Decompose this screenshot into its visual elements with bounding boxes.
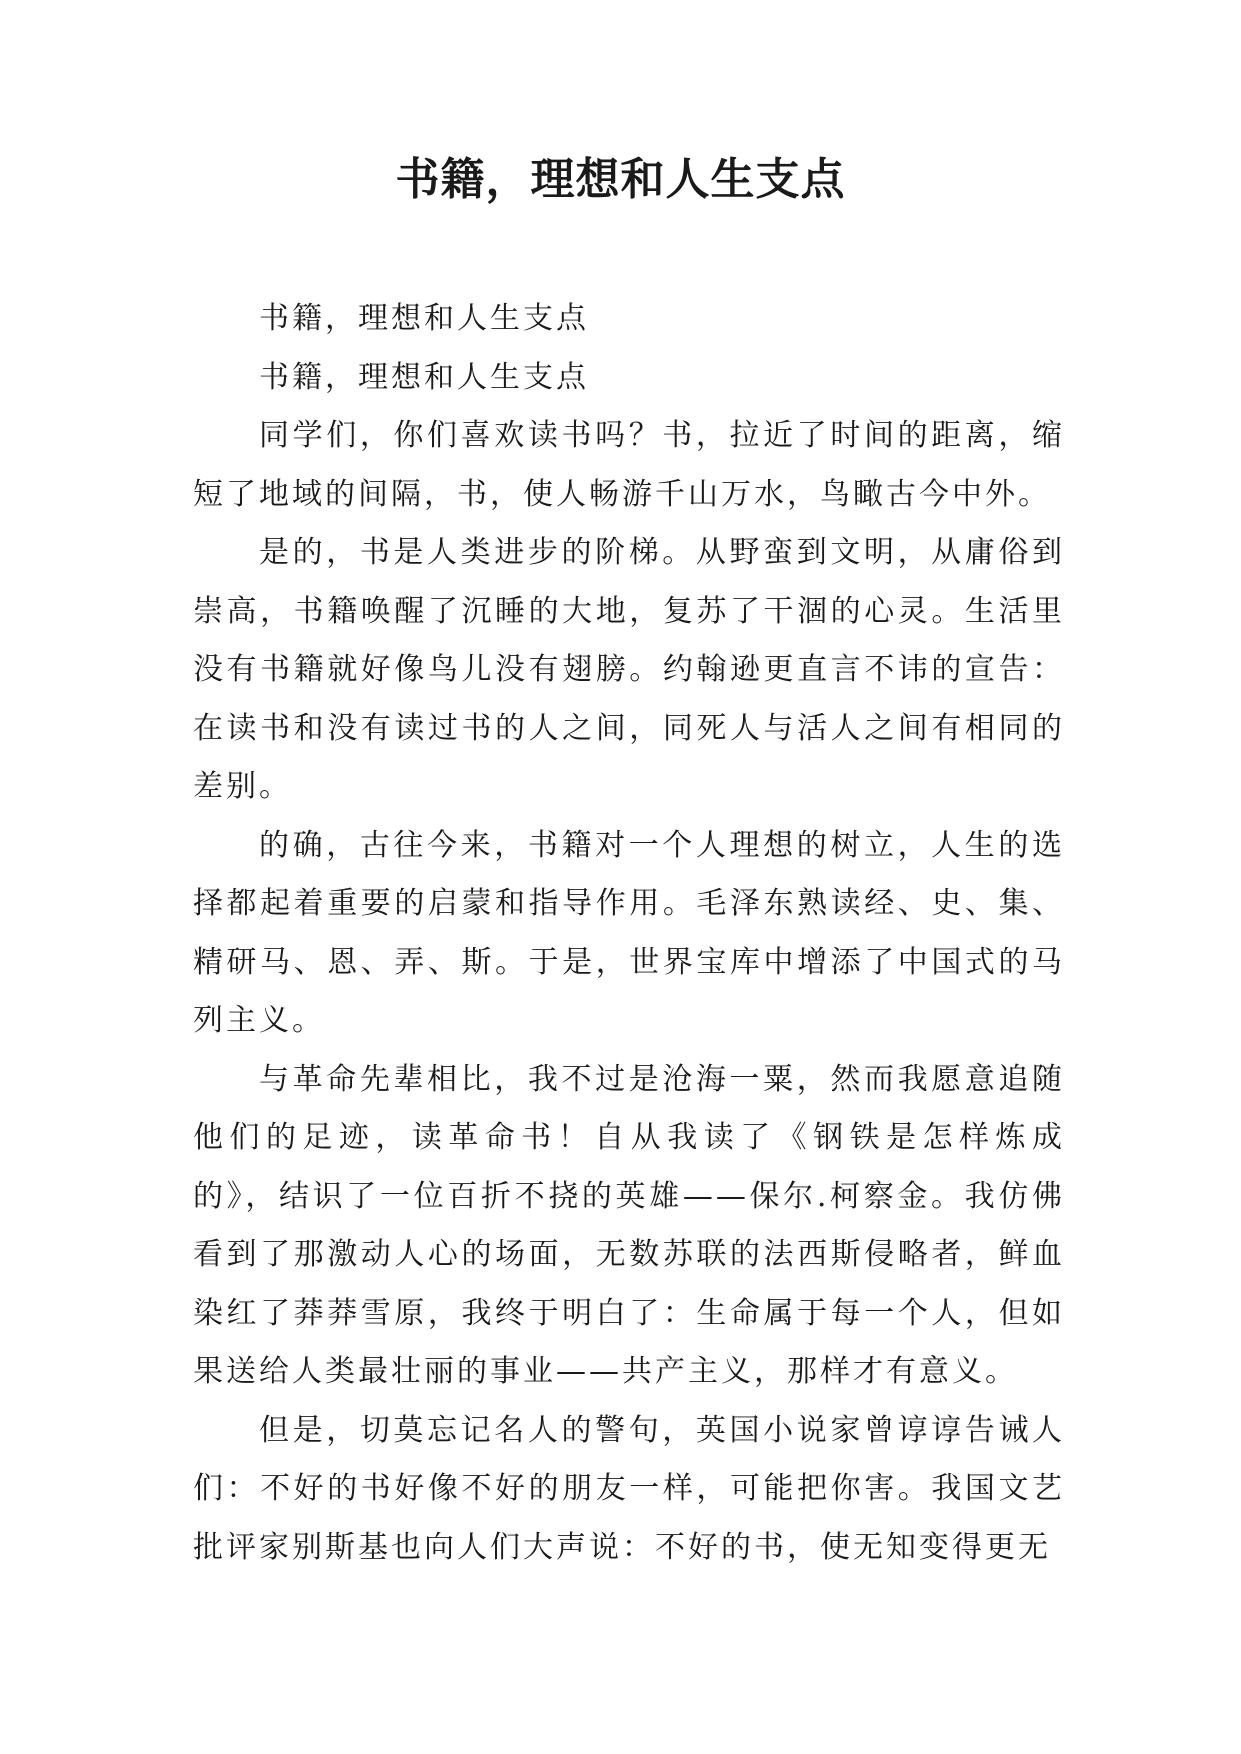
paragraph: 但是，切莫忘记名人的警句，英国小说家曾谆谆告诫人们：不好的书好像不好的朋友一样，可能把你害。我国文艺批评家别斯基也向人们大声说：不好的书，使无知变得更无 [193,1412,1065,1565]
paragraph: 书籍，理想和人生支点 [259,301,589,336]
paragraph: 与革命先辈相比，我不过是沧海一粟，然而我愿意追随他们的足迹，读革命书！自从我读了《钢铁是怎样炼成的》，结识了一位百折不挠的英雄——保尔.柯察金。我仿佛看到了那激动人心的场面，无数苏联的法西斯侵略者，鲜血染红了莽莽雪原，我终于明白了：生命属于每一个人，但如果送给人类最壮丽的事业——共产主义，那样才有意义。 [193,1061,1065,1389]
paragraph: 同学们，你们喜欢读书吗？书，拉近了时间的距离，缩短了地域的间隔，书，使人畅游千山万水，鸟瞰古今中外。 [193,418,1065,512]
paragraph: 书籍，理想和人生支点 [259,359,589,395]
paragraph: 是的，书是人类进步的阶梯。从野蛮到文明，从庸俗到崇高，书籍唤醒了沉睡的大地，复苏了干涸的心灵。生活里没有书籍就好像鸟儿没有翅膀。约翰逊更直言不讳的宣告：在读书和没有读过书的人之间，同死人与活人之间有相同的差别。 [193,535,1065,804]
document-title: 书籍，理想和人生支点 [395,154,846,205]
paragraph: 的确，古往今来，书籍对一个人理想的树立，人生的选择都起着重要的启蒙和指导作用。毛泽东熟读经、史、集、精研马、恩、弄、斯。于是，世界宝库中增添了中国式的马列主义。 [193,827,1065,1038]
document-body [193,290,1065,1577]
